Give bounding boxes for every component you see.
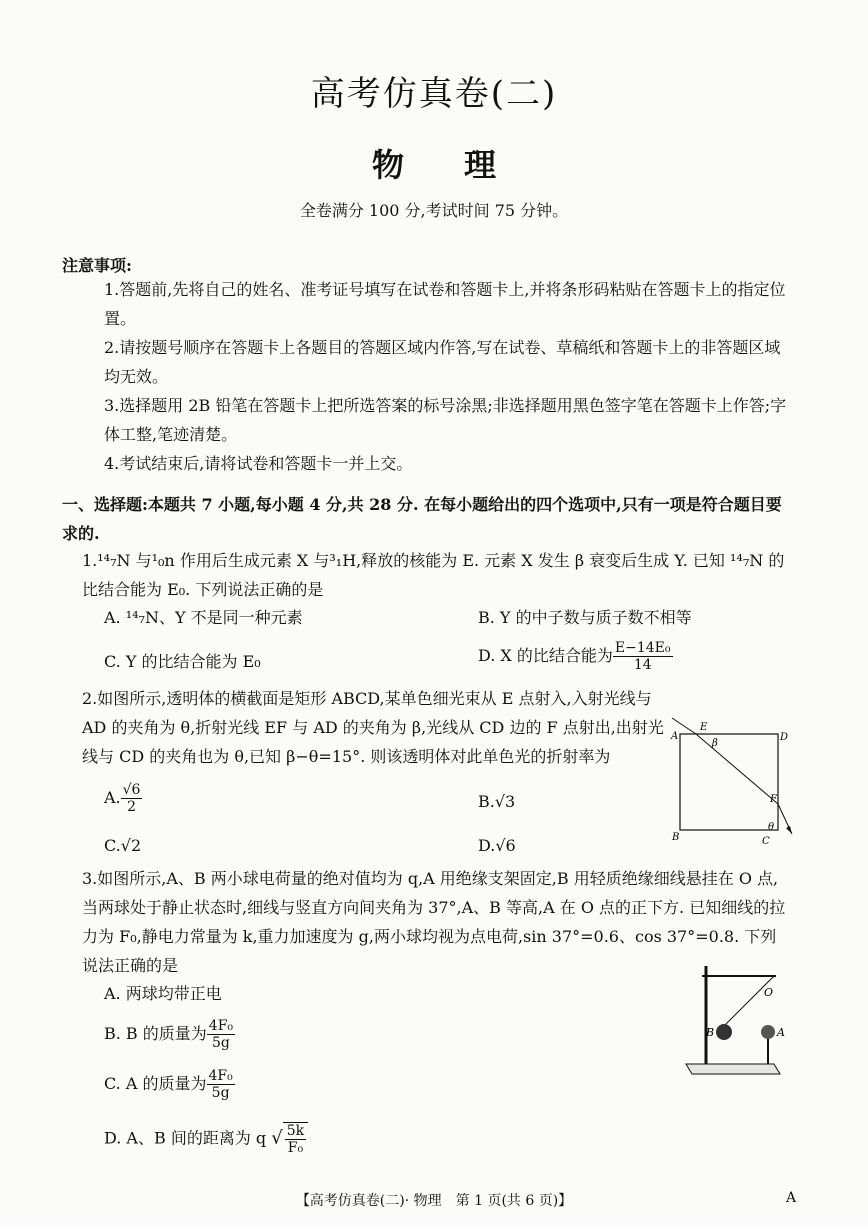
label-o: O bbox=[764, 986, 774, 999]
q1-option-d-prefix: D. X 的比结合能为 bbox=[478, 646, 613, 665]
q3-option-c-prefix: C. A 的质量为 bbox=[104, 1074, 207, 1093]
fraction-denominator: 5g bbox=[211, 1035, 230, 1051]
label-a: A bbox=[671, 731, 679, 742]
q2-option-d: D.√6 bbox=[478, 836, 516, 855]
q3-option-d-prefix: D. A、B 间的距离为 q bbox=[104, 1128, 267, 1148]
q3-option-b-prefix: B. B 的质量为 bbox=[104, 1024, 207, 1043]
rectangle-abcd bbox=[680, 734, 778, 830]
question-1-stem: 1.¹⁴₇N 与¹₀n 作用后生成元素 X 与³₁H,释放的核能为 E. 元素 X 发生 β 衰变后生成 Y. 已知 ¹⁴₇N 的比结合能为 E₀. 下列说法正确的是 bbox=[82, 551, 785, 599]
question-3-stem: 3.如图所示,A、B 两小球电荷量的绝对值均为 q,A 用绝缘支架固定,B 用轻质绝缘细线悬挂在 O 点,当两球处于静止状态时,细线与竖直方向间夹角为 37°,A、B 等高,A 在 O 点的正下方. 已知细线的拉力为 F₀,静电力常量为 k,重力加速度为 g,两小球均视为点电荷,sin 37°=0.6、cos 37°=0.8. 下列说法正确的是 bbox=[82, 869, 786, 975]
refracted-ray-ef bbox=[696, 734, 778, 804]
q2-option-b: B.√3 bbox=[478, 792, 516, 811]
q3-option-c bbox=[104, 1068, 235, 1101]
q3-option-b-fraction bbox=[207, 1018, 235, 1051]
thread bbox=[724, 976, 774, 1026]
base-plate bbox=[686, 1064, 780, 1074]
q3-option-a: A. 两球均带正电 bbox=[104, 984, 222, 1003]
q3-option-d-fraction bbox=[283, 1122, 308, 1156]
label-a: A bbox=[777, 1026, 785, 1039]
fraction-denominator: F₀ bbox=[287, 1140, 304, 1156]
question-2-text: 2.如图所示,透明体的横截面是矩形 ABCD,某单色细光束从 E 点射入,入射光线与 AD 的夹角为 θ,折射光线 EF 与 AD 的夹角为 β,光线从 CD 边的 F 点射出,出射光线与 CD 的夹角也为 θ,已知 β−θ=15°. 则该透明体对此单色光的折射率为 bbox=[82, 689, 664, 766]
label-c: C bbox=[762, 836, 770, 847]
q2-rectangle-figure bbox=[668, 712, 798, 850]
sqrt-sign: √ bbox=[271, 1127, 283, 1149]
subject-title: 物理 bbox=[371, 146, 556, 184]
note-item: 3.选择题用 2B 铅笔在答题卡上把所选答案的标号涂黑;非选择题用黑色签字笔在答题卡上作答;字体工整,笔迹清楚。 bbox=[104, 396, 787, 444]
q3-option-d bbox=[104, 1122, 308, 1156]
note-item: 2.请按题号顺序在答题卡上各题目的答题区域内作答,写在试卷、草稿纸和答题卡上的非答题区域均无效。 bbox=[104, 338, 781, 386]
ball-b bbox=[716, 1024, 732, 1040]
fraction-denominator: 2 bbox=[127, 799, 137, 815]
section-1-title: 一、选择题:本题共 7 小题,每小题 4 分,共 28 分. 在每小题给出的四个选项中,只有一项是符合题目要求的. bbox=[62, 495, 782, 543]
q1-option-d bbox=[478, 640, 673, 673]
q3-pendulum-figure bbox=[680, 960, 792, 1084]
q1-option-a: A. ¹⁴₇N、Y 不是同一种元素 bbox=[104, 608, 303, 627]
label-e: E bbox=[700, 722, 708, 733]
q2-option-a-fraction bbox=[121, 782, 143, 815]
q2-option-a-prefix: A. bbox=[104, 788, 121, 807]
fraction-denominator: 5g bbox=[211, 1085, 230, 1101]
page-footer: 【高考仿真卷(二)· 物理 第 1 页(共 6 页)】 bbox=[295, 1193, 573, 1209]
q2-option-a bbox=[104, 782, 142, 815]
ball-a bbox=[761, 1025, 775, 1039]
label-theta: θ bbox=[768, 822, 775, 833]
q1-option-c: C. Y 的比结合能为 E₀ bbox=[104, 652, 261, 671]
fraction-numerator: 4F₀ bbox=[208, 1018, 234, 1034]
fraction-numerator: √6 bbox=[122, 782, 141, 798]
label-b: B bbox=[706, 1026, 715, 1039]
fraction-numerator: 5k bbox=[286, 1123, 305, 1139]
version-mark: A bbox=[786, 1190, 797, 1206]
fraction-numerator: E−14E₀ bbox=[614, 640, 671, 656]
fraction-denominator: 14 bbox=[633, 657, 652, 673]
note-item: 1.答题前,先将自己的姓名、准考证号填写在试卷和答题卡上,并将条形码粘贴在答题卡上的指定位置。 bbox=[104, 280, 786, 328]
label-f: F bbox=[770, 794, 777, 805]
score-time-note: 全卷满分 100 分,考试时间 75 分钟。 bbox=[299, 201, 569, 220]
q1-option-b: B. Y 的中子数与质子数不相等 bbox=[478, 608, 692, 627]
note-item: 4.考试结束后,请将试卷和答题卡一并上交。 bbox=[104, 454, 413, 473]
notes-list bbox=[104, 275, 794, 478]
q3-option-c-fraction bbox=[207, 1068, 235, 1101]
label-b: B bbox=[672, 832, 680, 843]
arrow-head bbox=[786, 826, 792, 834]
q2-option-c: C.√2 bbox=[104, 836, 142, 855]
q3-option-b bbox=[104, 1018, 235, 1051]
q1-option-d-fraction bbox=[613, 640, 673, 673]
label-beta: β bbox=[712, 738, 718, 749]
fraction-numerator: 4F₀ bbox=[208, 1068, 233, 1084]
exam-title: 高考仿真卷(二) bbox=[310, 74, 558, 114]
notes-heading: 注意事项: bbox=[62, 256, 132, 275]
label-d: D bbox=[780, 732, 789, 743]
